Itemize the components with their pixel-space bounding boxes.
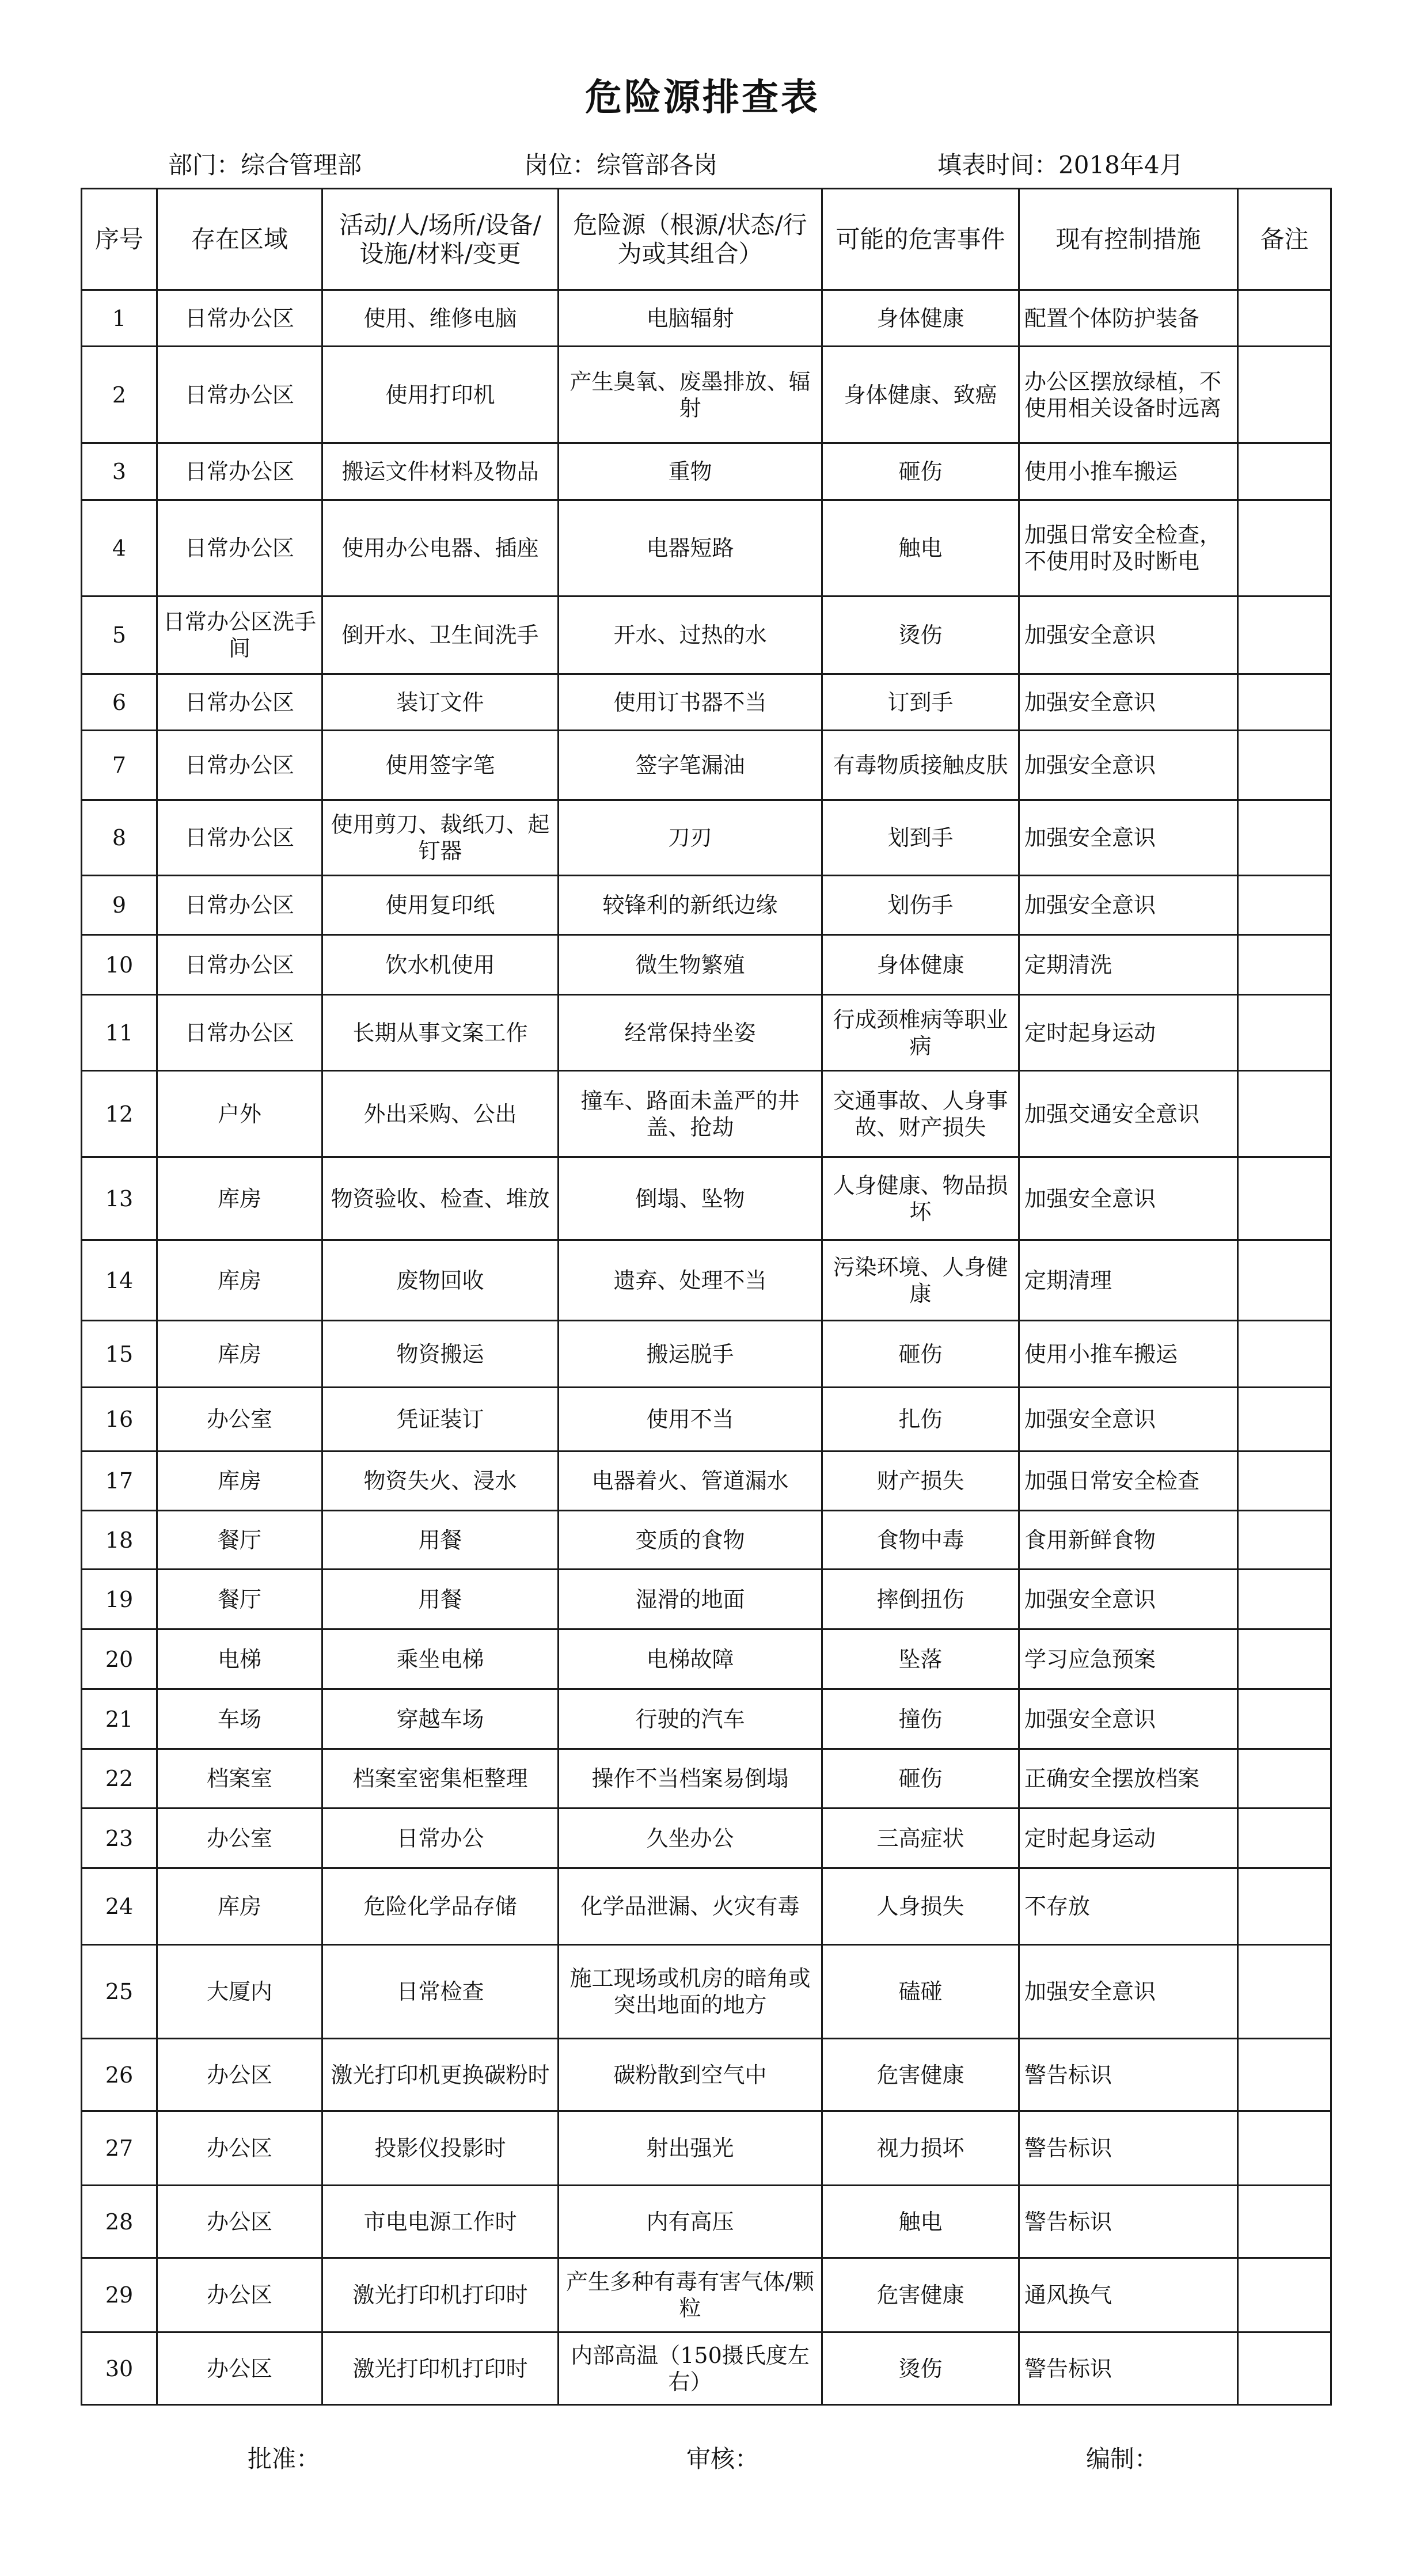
fill-date-label: 填表时间：2018年4月: [937, 151, 1184, 179]
table-row: [82, 2039, 1331, 2111]
cell-activity: 日常办公: [322, 1808, 559, 1868]
cell-note: [1238, 290, 1331, 347]
cell-event: 划伤手: [822, 876, 1019, 935]
cell-no: 1: [82, 290, 157, 347]
cell-event: 磕碰: [822, 1945, 1019, 2039]
cell-note: [1238, 800, 1331, 876]
cell-hazard: 搬运脱手: [559, 1321, 822, 1388]
cell-activity: 乘坐电梯: [322, 1629, 559, 1689]
cell-no: 29: [82, 2258, 157, 2332]
cell-no: 14: [82, 1240, 157, 1321]
cell-activity: 档案室密集柜整理: [322, 1749, 559, 1808]
cell-note: [1238, 876, 1331, 935]
cell-control: 加强安全意识: [1019, 1388, 1238, 1452]
cell-event: 砸伤: [822, 443, 1019, 500]
cell-note: [1238, 2332, 1331, 2405]
cell-control: 正确安全摆放档案: [1019, 1749, 1238, 1808]
cell-event: 危害健康: [822, 2039, 1019, 2111]
col-header-area: 存在区域: [157, 189, 322, 290]
cell-control: 定时起身运动: [1019, 995, 1238, 1071]
cell-note: [1238, 1868, 1331, 1945]
cell-note: [1238, 1570, 1331, 1629]
cell-activity: 长期从事文案工作: [322, 995, 559, 1071]
cell-activity: 日常检查: [322, 1945, 559, 2039]
cell-hazard: 行驶的汽车: [559, 1689, 822, 1749]
cell-no: 4: [82, 500, 157, 596]
cell-note: [1238, 1629, 1331, 1689]
cell-area: 日常办公区: [157, 731, 322, 800]
cell-activity: 物资失火、浸水: [322, 1452, 559, 1511]
cell-note: [1238, 674, 1331, 731]
table-row: [82, 1945, 1331, 2039]
cell-area: 日常办公区: [157, 995, 322, 1071]
cell-event: 污染环境、人身健康: [822, 1240, 1019, 1321]
cell-activity: 搬运文件材料及物品: [322, 443, 559, 500]
cell-control: 加强安全意识: [1019, 731, 1238, 800]
cell-control: 警告标识: [1019, 2186, 1238, 2258]
cell-note: [1238, 596, 1331, 674]
table-row: [82, 2258, 1331, 2332]
cell-event: 人身损失: [822, 1868, 1019, 1945]
prepare-label: 编制：: [1086, 2445, 1159, 2473]
cell-hazard: 变质的食物: [559, 1511, 822, 1570]
table-row: [82, 1321, 1331, 1388]
table-row: [82, 1868, 1331, 1945]
cell-no: 23: [82, 1808, 157, 1868]
cell-control: 加强安全意识: [1019, 876, 1238, 935]
table-row: [82, 1749, 1331, 1808]
cell-control: 警告标识: [1019, 2332, 1238, 2405]
table-row: [82, 674, 1331, 731]
cell-note: [1238, 2258, 1331, 2332]
cell-control: 办公区摆放绿植，不使用相关设备时远离: [1019, 347, 1238, 443]
cell-note: [1238, 935, 1331, 995]
cell-control: 加强安全意识: [1019, 800, 1238, 876]
table-row: [82, 1511, 1331, 1570]
cell-control: 食用新鲜食物: [1019, 1511, 1238, 1570]
cell-event: 坠落: [822, 1629, 1019, 1689]
cell-area: 日常办公区: [157, 347, 322, 443]
col-header-control: 现有控制措施: [1019, 189, 1238, 290]
cell-no: 27: [82, 2111, 157, 2186]
cell-no: 18: [82, 1511, 157, 1570]
cell-area: 库房: [157, 1157, 322, 1240]
table-row: [82, 1629, 1331, 1689]
cell-area: 库房: [157, 1240, 322, 1321]
cell-note: [1238, 347, 1331, 443]
cell-note: [1238, 1749, 1331, 1808]
table-row: [82, 1689, 1331, 1749]
cell-hazard: 电器着火、管道漏水: [559, 1452, 822, 1511]
cell-no: 15: [82, 1321, 157, 1388]
cell-hazard: 倒塌、坠物: [559, 1157, 822, 1240]
cell-control: 加强安全意识: [1019, 1945, 1238, 2039]
cell-control: 不存放: [1019, 1868, 1238, 1945]
cell-area: 办公区: [157, 2111, 322, 2186]
cell-control: 学习应急预案: [1019, 1629, 1238, 1689]
cell-no: 9: [82, 876, 157, 935]
col-header-hazard: 危险源（根源/状态/行为或其组合）: [559, 189, 822, 290]
cell-no: 5: [82, 596, 157, 674]
approve-label: 批准：: [248, 2445, 321, 2473]
cell-area: 办公室: [157, 1808, 322, 1868]
cell-activity: 穿越车场: [322, 1689, 559, 1749]
cell-no: 25: [82, 1945, 157, 2039]
cell-area: 日常办公区: [157, 876, 322, 935]
table-row: [82, 596, 1331, 674]
cell-control: 加强安全意识: [1019, 1157, 1238, 1240]
cell-control: 加强安全意识: [1019, 1570, 1238, 1629]
cell-event: 划到手: [822, 800, 1019, 876]
cell-activity: 危险化学品存储: [322, 1868, 559, 1945]
cell-event: 财产损失: [822, 1452, 1019, 1511]
cell-event: 身体健康: [822, 290, 1019, 347]
cell-hazard: 遗弃、处理不当: [559, 1240, 822, 1321]
cell-event: 扎伤: [822, 1388, 1019, 1452]
department-label: 部门：综合管理部: [168, 151, 362, 179]
table-row: [82, 347, 1331, 443]
cell-hazard: 产生臭氧、废墨排放、辐射: [559, 347, 822, 443]
cell-no: 28: [82, 2186, 157, 2258]
cell-hazard: 经常保持坐姿: [559, 995, 822, 1071]
cell-no: 22: [82, 1749, 157, 1808]
cell-activity: 用餐: [322, 1511, 559, 1570]
table-row: [82, 1808, 1331, 1868]
cell-note: [1238, 1240, 1331, 1321]
cell-control: 定期清洗: [1019, 935, 1238, 995]
cell-activity: 凭证装订: [322, 1388, 559, 1452]
cell-area: 办公室: [157, 1388, 322, 1452]
cell-hazard: 久坐办公: [559, 1808, 822, 1868]
cell-activity: 市电电源工作时: [322, 2186, 559, 2258]
cell-area: 日常办公区: [157, 500, 322, 596]
cell-area: 日常办公区: [157, 674, 322, 731]
cell-event: 摔倒扭伤: [822, 1570, 1019, 1629]
cell-hazard: 使用不当: [559, 1388, 822, 1452]
table-row: [82, 290, 1331, 347]
cell-area: 日常办公区洗手间: [157, 596, 322, 674]
cell-hazard: 操作不当档案易倒塌: [559, 1749, 822, 1808]
cell-control: 定期清理: [1019, 1240, 1238, 1321]
cell-no: 12: [82, 1071, 157, 1157]
cell-note: [1238, 1388, 1331, 1452]
cell-area: 日常办公区: [157, 800, 322, 876]
table-row: [82, 1452, 1331, 1511]
cell-hazard: 内有高压: [559, 2186, 822, 2258]
cell-hazard: 微生物繁殖: [559, 935, 822, 995]
cell-control: 加强日常安全检查: [1019, 1452, 1238, 1511]
cell-event: 人身健康、物品损坏: [822, 1157, 1019, 1240]
cell-activity: 物资验收、检查、堆放: [322, 1157, 559, 1240]
review-label: 审核：: [686, 2445, 760, 2473]
table-row: [82, 2332, 1331, 2405]
table-row: [82, 800, 1331, 876]
cell-activity: 用餐: [322, 1570, 559, 1629]
cell-no: 13: [82, 1157, 157, 1240]
table-row: [82, 1570, 1331, 1629]
table-row: [82, 2186, 1331, 2258]
cell-area: 办公区: [157, 2039, 322, 2111]
cell-hazard: 碳粉散到空气中: [559, 2039, 822, 2111]
cell-hazard: 施工现场或机房的暗角或突出地面的地方: [559, 1945, 822, 2039]
cell-activity: 激光打印机打印时: [322, 2258, 559, 2332]
cell-area: 库房: [157, 1321, 322, 1388]
table-row: [82, 1157, 1331, 1240]
cell-hazard: 开水、过热的水: [559, 596, 822, 674]
cell-no: 2: [82, 347, 157, 443]
table-row: [82, 1388, 1331, 1452]
cell-note: [1238, 1157, 1331, 1240]
cell-note: [1238, 1808, 1331, 1868]
cell-no: 16: [82, 1388, 157, 1452]
table-row: [82, 2111, 1331, 2186]
cell-no: 11: [82, 995, 157, 1071]
cell-area: 大厦内: [157, 1945, 322, 2039]
cell-event: 危害健康: [822, 2258, 1019, 2332]
cell-note: [1238, 1689, 1331, 1749]
cell-hazard: 产生多种有毒有害气体/颗粒: [559, 2258, 822, 2332]
cell-no: 20: [82, 1629, 157, 1689]
table-row: [82, 935, 1331, 995]
col-header-no: 序号: [82, 189, 157, 290]
cell-event: 砸伤: [822, 1749, 1019, 1808]
cell-hazard: 刀刃: [559, 800, 822, 876]
cell-note: [1238, 2186, 1331, 2258]
cell-event: 订到手: [822, 674, 1019, 731]
cell-no: 26: [82, 2039, 157, 2111]
cell-event: 烫伤: [822, 2332, 1019, 2405]
cell-control: 通风换气: [1019, 2258, 1238, 2332]
cell-hazard: 签字笔漏油: [559, 731, 822, 800]
cell-hazard: 化学品泄漏、火灾有毒: [559, 1868, 822, 1945]
table-row: [82, 876, 1331, 935]
table-row: [82, 443, 1331, 500]
cell-no: 7: [82, 731, 157, 800]
cell-control: 加强安全意识: [1019, 596, 1238, 674]
cell-area: 日常办公区: [157, 935, 322, 995]
cell-control: 配置个体防护装备: [1019, 290, 1238, 347]
cell-hazard: 使用订书器不当: [559, 674, 822, 731]
cell-control: 警告标识: [1019, 2039, 1238, 2111]
cell-no: 24: [82, 1868, 157, 1945]
cell-event: 视力损坏: [822, 2111, 1019, 2186]
cell-control: 加强安全意识: [1019, 1689, 1238, 1749]
cell-control: 加强日常安全检查，不使用时及时断电: [1019, 500, 1238, 596]
cell-activity: 物资搬运: [322, 1321, 559, 1388]
cell-control: 警告标识: [1019, 2111, 1238, 2186]
cell-activity: 使用剪刀、裁纸刀、起钉器: [322, 800, 559, 876]
cell-event: 身体健康: [822, 935, 1019, 995]
cell-activity: 使用复印纸: [322, 876, 559, 935]
cell-activity: 使用签字笔: [322, 731, 559, 800]
cell-note: [1238, 443, 1331, 500]
cell-event: 身体健康、致癌: [822, 347, 1019, 443]
cell-activity: 投影仪投影时: [322, 2111, 559, 2186]
cell-note: [1238, 2039, 1331, 2111]
header-row: [82, 189, 1331, 290]
cell-hazard: 电脑辐射: [559, 290, 822, 347]
cell-event: 食物中毒: [822, 1511, 1019, 1570]
col-header-activity: 活动/人/场所/设备/设施/材料/变更: [322, 189, 559, 290]
cell-activity: 外出采购、公出: [322, 1071, 559, 1157]
cell-event: 砸伤: [822, 1321, 1019, 1388]
cell-control: 加强交通安全意识: [1019, 1071, 1238, 1157]
cell-no: 17: [82, 1452, 157, 1511]
cell-note: [1238, 1071, 1331, 1157]
cell-hazard: 湿滑的地面: [559, 1570, 822, 1629]
cell-hazard: 较锋利的新纸边缘: [559, 876, 822, 935]
table-row: [82, 1071, 1331, 1157]
cell-area: 日常办公区: [157, 443, 322, 500]
cell-note: [1238, 1945, 1331, 2039]
table-row: [82, 731, 1331, 800]
cell-control: 使用小推车搬运: [1019, 443, 1238, 500]
cell-area: 户外: [157, 1071, 322, 1157]
cell-event: 交通事故、人身事故、财产损失: [822, 1071, 1019, 1157]
cell-hazard: 电梯故障: [559, 1629, 822, 1689]
cell-area: 办公区: [157, 2332, 322, 2405]
cell-activity: 倒开水、卫生间洗手: [322, 596, 559, 674]
table-row: [82, 500, 1331, 596]
cell-area: 餐厅: [157, 1570, 322, 1629]
col-header-event: 可能的危害事件: [822, 189, 1019, 290]
table-row: [82, 1240, 1331, 1321]
table-row: [82, 995, 1331, 1071]
cell-area: 库房: [157, 1452, 322, 1511]
cell-area: 档案室: [157, 1749, 322, 1808]
cell-note: [1238, 1511, 1331, 1570]
cell-hazard: 电器短路: [559, 500, 822, 596]
cell-event: 触电: [822, 500, 1019, 596]
cell-area: 库房: [157, 1868, 322, 1945]
cell-control: 加强安全意识: [1019, 674, 1238, 731]
cell-activity: 使用打印机: [322, 347, 559, 443]
cell-note: [1238, 500, 1331, 596]
cell-activity: 使用、维修电脑: [322, 290, 559, 347]
cell-control: 定时起身运动: [1019, 1808, 1238, 1868]
cell-hazard: 撞车、路面未盖严的井盖、抢劫: [559, 1071, 822, 1157]
cell-area: 办公区: [157, 2186, 322, 2258]
cell-event: 触电: [822, 2186, 1019, 2258]
cell-activity: 装订文件: [322, 674, 559, 731]
cell-activity: 激光打印机打印时: [322, 2332, 559, 2405]
hazard-table: [81, 188, 1332, 2406]
cell-no: 3: [82, 443, 157, 500]
cell-event: 撞伤: [822, 1689, 1019, 1749]
cell-note: [1238, 995, 1331, 1071]
page-title: 危险源排查表: [585, 77, 820, 119]
cell-activity: 激光打印机更换碳粉时: [322, 2039, 559, 2111]
cell-activity: 饮水机使用: [322, 935, 559, 995]
cell-no: 21: [82, 1689, 157, 1749]
cell-event: 三高症状: [822, 1808, 1019, 1868]
cell-no: 30: [82, 2332, 157, 2405]
cell-hazard: 内部高温（150摄氏度左右）: [559, 2332, 822, 2405]
cell-activity: 废物回收: [322, 1240, 559, 1321]
cell-note: [1238, 1452, 1331, 1511]
cell-event: 烫伤: [822, 596, 1019, 674]
cell-hazard: 射出强光: [559, 2111, 822, 2186]
cell-area: 车场: [157, 1689, 322, 1749]
cell-no: 10: [82, 935, 157, 995]
cell-event: 有毒物质接触皮肤: [822, 731, 1019, 800]
cell-area: 办公区: [157, 2258, 322, 2332]
cell-no: 19: [82, 1570, 157, 1629]
cell-area: 日常办公区: [157, 290, 322, 347]
cell-activity: 使用办公电器、插座: [322, 500, 559, 596]
cell-event: 行成颈椎病等职业病: [822, 995, 1019, 1071]
cell-hazard: 重物: [559, 443, 822, 500]
position-label: 岗位：综管部各岗: [524, 151, 718, 179]
cell-control: 使用小推车搬运: [1019, 1321, 1238, 1388]
cell-note: [1238, 2111, 1331, 2186]
cell-no: 8: [82, 800, 157, 876]
cell-no: 6: [82, 674, 157, 731]
cell-note: [1238, 1321, 1331, 1388]
cell-area: 电梯: [157, 1629, 322, 1689]
cell-area: 餐厅: [157, 1511, 322, 1570]
cell-note: [1238, 731, 1331, 800]
col-header-note: 备注: [1238, 189, 1331, 290]
